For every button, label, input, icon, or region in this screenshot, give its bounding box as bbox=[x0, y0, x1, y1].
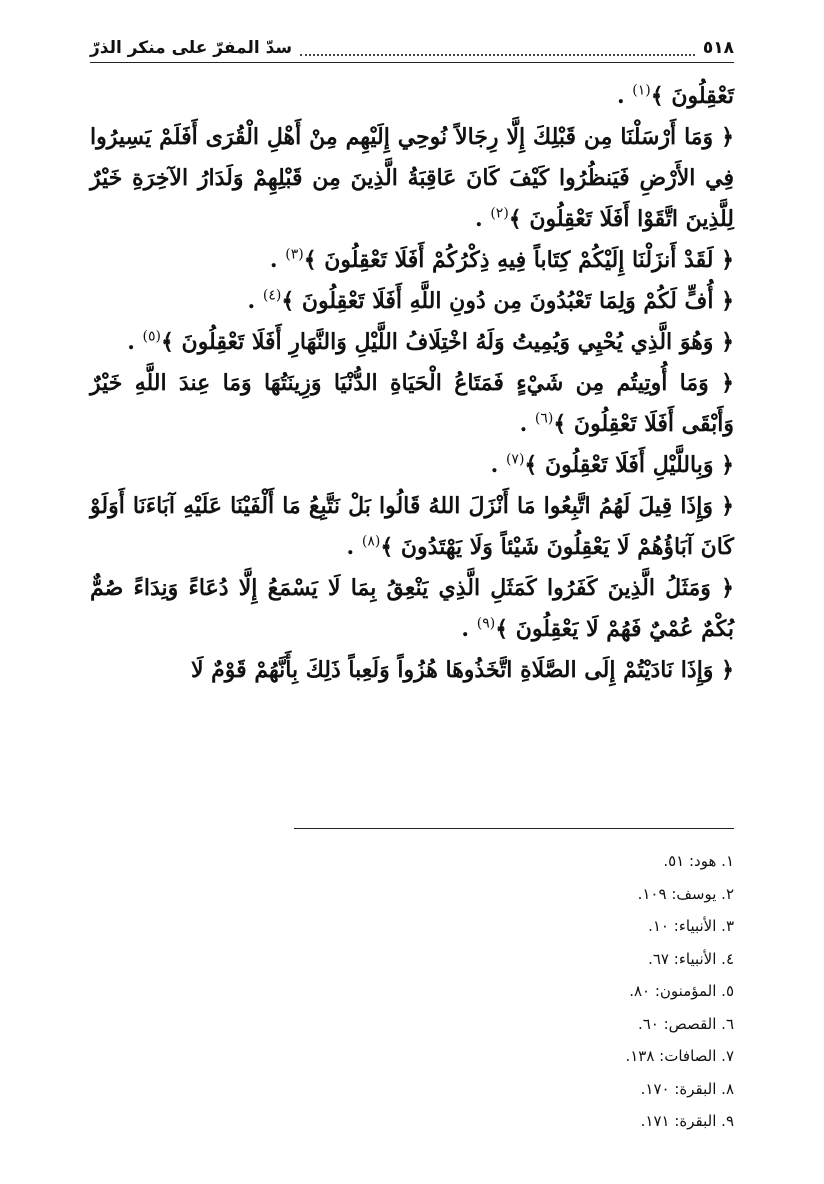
verse-tail: . bbox=[127, 329, 143, 355]
ornate-bracket-open: ﴿ bbox=[713, 452, 734, 478]
verse-tail: . bbox=[490, 452, 506, 478]
verse-tail: . bbox=[475, 206, 491, 232]
running-title: سدّ المفرّ على منكر الذرّ bbox=[90, 38, 293, 58]
verse-line bbox=[90, 363, 734, 445]
footnote-item: ٢. يوسف: ١٠٩. bbox=[637, 884, 734, 903]
footnote-separator bbox=[294, 828, 734, 829]
footnote-ref: (٥) bbox=[142, 328, 161, 345]
verse-text: وَإِذَا نَادَيْتُمْ إِلَى الصَّلَاةِ اتَّخَذُوهَا هُزُواً وَلَعِباً ذَلِكَ بِأَنَّهُمْ قَوْمٌ لَا bbox=[190, 657, 714, 683]
verse-line bbox=[90, 322, 734, 363]
verse-text: وَمَا أُوتِيتُم مِن شَيْءٍ فَمَتَاعُ الْحَيَاةِ الدُّنْيَا وَزِينَتُهَا وَمَا عِندَ اللَّهِ خَيْرٌ وَأَبْقَى أَفَلَا تَعْقِلُونَ ﴾ bbox=[90, 370, 734, 437]
verse-tail: . bbox=[616, 83, 633, 109]
verse-text: أُفٍّ لَكُمْ وَلِمَا تَعْبُدُونَ مِن دُونِ اللَّهِ أَفَلَا تَعْقِلُونَ ﴾ bbox=[281, 288, 714, 314]
verse-line bbox=[90, 117, 734, 240]
ornate-bracket-open: ﴿ bbox=[713, 657, 734, 683]
footnote-item: ٨. البقرة: ١٧٠. bbox=[640, 1079, 734, 1098]
footnote-item: ٩. البقرة: ١٧١. bbox=[640, 1112, 734, 1130]
verse-tail: . bbox=[461, 616, 477, 642]
verse-line bbox=[90, 445, 734, 486]
footnote-ref: (٢) bbox=[490, 205, 509, 222]
footnote-item: ٣. الأنبياء: ١٠. bbox=[648, 917, 734, 935]
verse-text: وَهُوَ الَّذِي يُحْيِي وَيُمِيتُ وَلَهُ اخْتِلَافُ اللَّيْلِ وَالنَّهَارِ أَفَلَا تَعْقِلُونَ ﴾ bbox=[160, 329, 714, 355]
footnote-item: ١. هود: ٥١. bbox=[663, 852, 734, 870]
header-dot-leader bbox=[300, 54, 695, 56]
verse-tail: . bbox=[269, 247, 286, 273]
footnote-ref: (٣) bbox=[285, 246, 304, 263]
main-text bbox=[90, 76, 734, 691]
verse-text: وَإِذَا قِيلَ لَهُمُ اتَّبِعُوا مَا أَنْزَلَ اللهُ قَالُوا بَلْ نَتَّبِعُ مَا أَلْفَيْنَا عَلَيْهِ آبَاءَنَا أَوَلَوْ كَانَ آبَاؤُهُمْ لَا يَعْقِلُونَ شَيْئاً وَلَا يَهْتَدُونَ ﴾ bbox=[90, 493, 734, 560]
verse-text: لَقَدْ أَنزَلْنَا إِلَيْكُمْ كِتَاباً فِيهِ ذِكْرُكُمْ أَفَلَا تَعْقِلُونَ ﴾ bbox=[303, 247, 714, 273]
ornate-bracket-open: ﴿ bbox=[713, 288, 734, 314]
footnote-ref: (٤) bbox=[262, 287, 282, 304]
footnote-item: ٧. الصافات: ١٣٨. bbox=[625, 1047, 734, 1065]
footnote-ref: (٨) bbox=[361, 533, 381, 550]
page-number: ٥١٨ bbox=[702, 38, 734, 58]
verse-text: وَمَا أَرْسَلْنَا مِن قَبْلِكَ إِلَّا رِجَالاً نُوحِي إِلَيْهِم مِنْ أَهْلِ الْقُرَى أَفَلَمْ يَسِيرُوا فِي الأَرْضِ فَيَنظُرُوا كَيْفَ كَانَ عَاقِبَةُ الَّذِينَ مِن قَبْلِهِمْ وَلَدَارُ الآخِرَةِ خَيْرٌ لِلَّذِينَ اتَّقَوْا أَفَلَا تَعْقِلُونَ ﴾ bbox=[90, 124, 734, 232]
ornate-bracket-open: ﴿ bbox=[708, 370, 734, 396]
verse-line bbox=[90, 76, 734, 117]
verse-tail: . bbox=[247, 288, 263, 314]
ornate-bracket-open: ﴿ bbox=[712, 493, 734, 519]
verse-line bbox=[90, 568, 734, 650]
page-header bbox=[90, 32, 734, 63]
verse-text: وَبِاللَّيْلِ أَفَلَا تَعْقِلُونَ ﴾ bbox=[524, 452, 714, 478]
footnote-ref: (٧) bbox=[505, 451, 525, 468]
verse-text: تَعْقِلُونَ ﴾ bbox=[650, 83, 734, 109]
verse-line bbox=[90, 486, 734, 568]
verse-line bbox=[90, 281, 734, 322]
verse-line bbox=[90, 240, 734, 281]
ornate-bracket-open: ﴿ bbox=[710, 575, 734, 601]
verse-text: وَمَثَلُ الَّذِينَ كَفَرُوا كَمَثَلِ الَّذِي يَنْعِقُ بِمَا لَا يَسْمَعُ إِلَّا دُعَاءً وَنِدَاءً صُمٌّ بُكْمٌ عُمْيٌ فَهُمْ لَا يَعْقِلُونَ ﴾ bbox=[90, 575, 734, 642]
verse-line bbox=[90, 650, 734, 691]
ornate-bracket-open: ﴿ bbox=[713, 329, 734, 355]
verse-tail: . bbox=[346, 534, 362, 560]
footnotes-list bbox=[90, 845, 734, 1138]
footnote-item: ٥. المؤمنون: ٨٠. bbox=[629, 982, 734, 1000]
footnote-ref: (٩) bbox=[476, 615, 496, 632]
footnote-item: ٤. الأنبياء: ٦٧. bbox=[648, 949, 734, 968]
verse-tail: . bbox=[519, 411, 535, 437]
footnote-item: ٦. القصص: ٦٠. bbox=[637, 1014, 734, 1033]
ornate-bracket-open: ﴿ bbox=[713, 247, 734, 273]
footnote-ref: (١) bbox=[632, 82, 651, 99]
footnote-ref: (٦) bbox=[534, 410, 554, 427]
ornate-bracket-open: ﴿ bbox=[713, 124, 734, 150]
